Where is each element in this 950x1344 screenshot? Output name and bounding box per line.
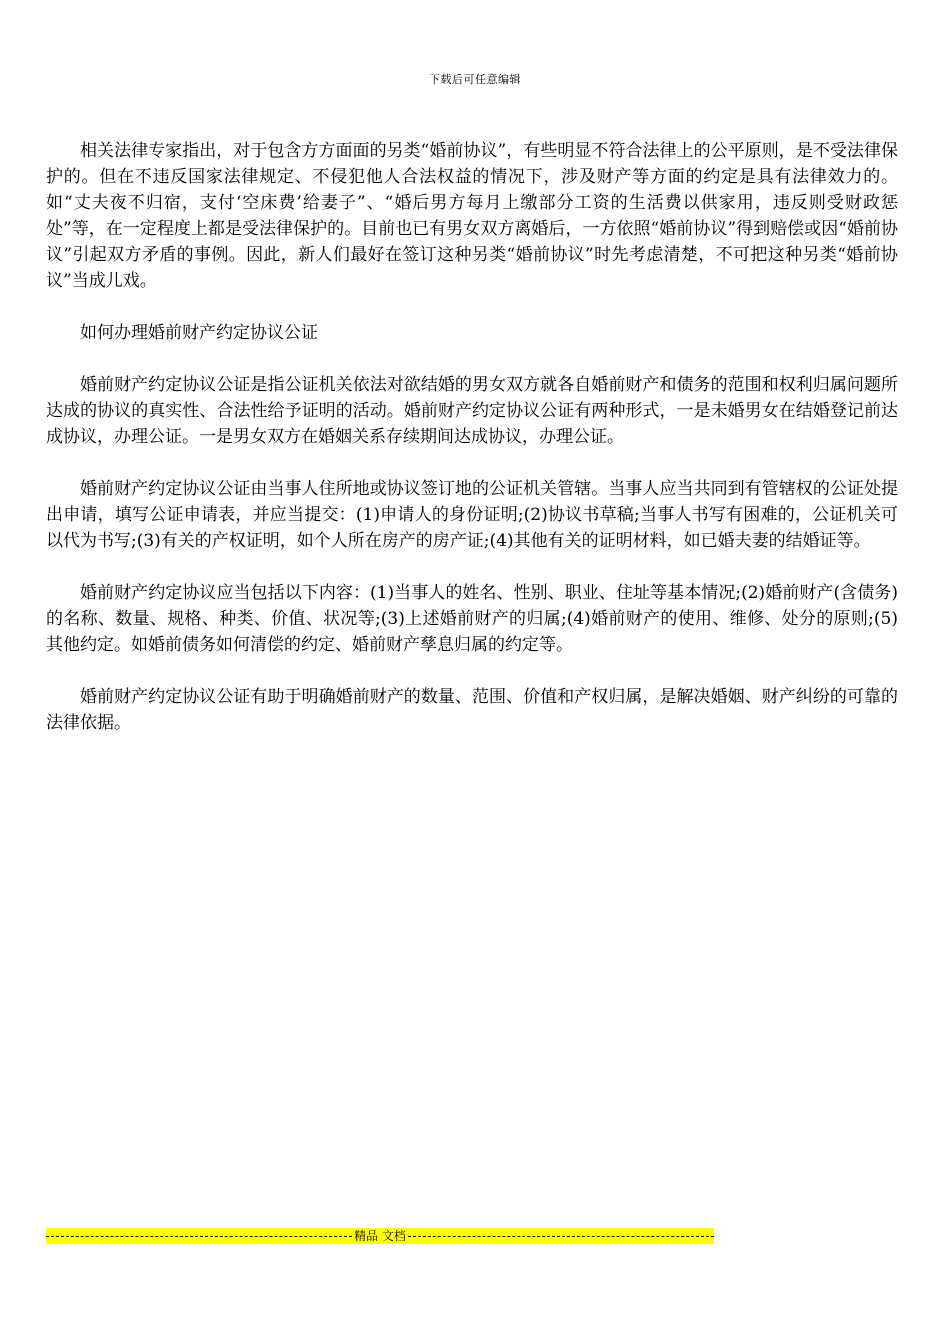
paragraph-notarization-definition: 婚前财产约定协议公证是指公证机关依法对欲结婚的男女双方就各自婚前财产和债务的范围和权利归属问题所达成的协议的真实性、合法性给予证明的活动。婚前财产约定协议公证有两种形式，一是未婚男女在结婚登记前达成协议，办理公证。一是男女双方在婚姻关系存续期间达成协议，办理公证。: [46, 375, 898, 447]
paragraph-notarization-benefit: 婚前财产约定协议公证有助于明确婚前财产的数量、范围、价值和产权归属，是解决婚姻、财产纠纷的可靠的法律依据。: [46, 687, 898, 733]
page-header: 下载后可任意编辑: [429, 73, 521, 86]
document-body: [46, 138, 898, 762]
footer-label: 精品 文档: [354, 1229, 406, 1243]
footer-banner: [46, 1228, 714, 1244]
paragraph-agreement-contents: 婚前财产约定协议应当包括以下内容：(1)当事人的姓名、性别、职业、住址等基本情况;(2)婚前财产(含债务)的名称、数量、规格、种类、价值、状况等;(3)上述婚前财产的归属;(4)婚前财产的使用、维修、处分的原则;(5)其他约定。如婚前债务如何清偿的约定、婚前财产孳息归属的约定等。: [46, 583, 898, 655]
footer-dashes-right: [408, 1236, 714, 1238]
paragraph-jurisdiction-and-documents: 婚前财产约定协议公证由当事人住所地或协议签订地的公证机关管辖。当事人应当共同到有管辖权的公证处提出申请，填写公证申请表，并应当提交：(1)申请人的身份证明;(2)协议书草稿;当事人书写有困难的，公证机关可以代为书写;(3)有关的产权证明，如个人所在房产的房产证;(4)其他有关的证明材料，如已婚夫妻的结婚证等。: [46, 479, 898, 551]
footer-dashes-left: [46, 1236, 352, 1238]
section-heading-notarization: 如何办理婚前财产约定协议公证: [80, 323, 318, 343]
paragraph-legal-expert-opinion: 相关法律专家指出，对于包含方方面面的另类“婚前协议”，有些明显不符合法律上的公平原则，是不受法律保护的。但在不违反国家法律规定、不侵犯他人合法权益的情况下，涉及财产等方面的约定是具有法律效力的。如“丈夫夜不归宿，支付‘空床费’给妻子”、“婚后男方每月上缴部分工资的生活费以供家用，违反则受财政惩处”等，在一定程度上都是受法律保护的。目前也已有男女双方离婚后，一方依照“婚前协议”得到赔偿或因“婚前协议”引起双方矛盾的事例。因此，新人们最好在签订这种另类“婚前协议”时先考虑清楚，不可把这种另类“婚前协议”当成儿戏。: [46, 141, 898, 291]
